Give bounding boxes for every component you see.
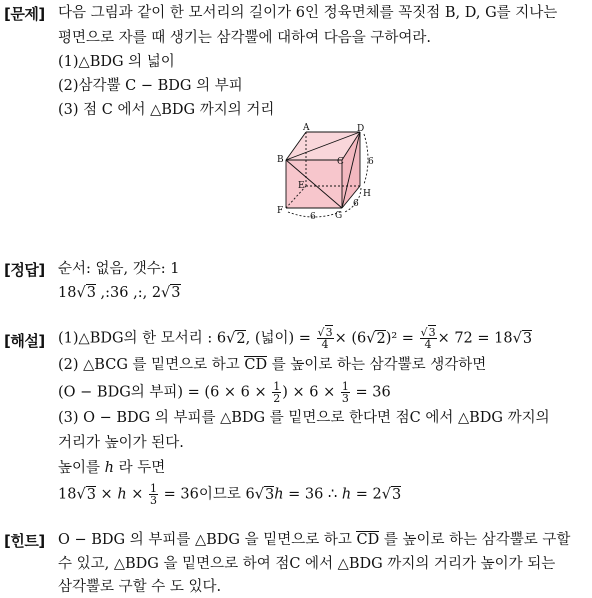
answer-1-radicand: 3 xyxy=(86,285,96,301)
cube-figure xyxy=(268,122,378,227)
sol7-result: = 2 xyxy=(351,486,382,503)
sol2-a: (2) △BCG 를 밑면으로 하고 xyxy=(58,357,245,373)
sol7-times-2: × xyxy=(126,486,149,503)
sol7-result-rad: 3 xyxy=(392,486,402,503)
vertex-G: G xyxy=(335,211,343,221)
answer-line-1: 순서: 없음, 갯수: 1 xyxy=(58,261,180,277)
answer-label: [정답] xyxy=(4,261,45,279)
dim-bottom: 6 xyxy=(310,212,316,222)
sol3-d: ) × 6 × xyxy=(282,384,340,401)
sol1-result: × 72 = 18 xyxy=(437,330,513,347)
solution-line-5: 거리가 높이가 된다. xyxy=(58,435,184,451)
problem-label: [문제] xyxy=(4,5,45,23)
sol7-times: × xyxy=(95,486,118,503)
dim-right: 6 xyxy=(368,157,374,167)
sol7-frac-num: 1 xyxy=(150,482,158,495)
sol1-result-rad: 3 xyxy=(522,330,533,347)
vertex-A: A xyxy=(303,123,310,133)
question-2: (2)삼각뿔 C − BDG 의 부피 xyxy=(58,78,243,94)
solution-line-6 xyxy=(58,458,165,478)
hint-line-1 xyxy=(58,530,570,550)
sol7-eq: = 36이므로 6 xyxy=(159,486,255,503)
sol1-frac-a-num: 3 xyxy=(325,326,333,339)
sol7-rad-2: 3 xyxy=(264,486,275,503)
sol3-a: (O − BDG의 부피) = (6 × 6 × xyxy=(58,384,272,401)
solution-line-2 xyxy=(58,355,486,375)
problem-line-2: 평면으로 자를 때 생기는 삼각뿔에 대하여 다음을 구하여라. xyxy=(58,30,432,46)
sol1-frac-b-num: 3 xyxy=(428,326,436,339)
sol7-rad: 3 xyxy=(86,486,96,503)
vertex-B: B xyxy=(277,155,284,165)
vertex-D: D xyxy=(357,124,365,134)
sol2-c: 를 높이로 하는 삼각뿔로 생각하면 xyxy=(267,357,487,373)
hint-label: [힌트] xyxy=(4,532,45,550)
sol6-a: 높이를 xyxy=(58,460,105,476)
sol1-frac-a: $\frac{√3}{4}$ xyxy=(317,326,333,351)
solution-label: [해설] xyxy=(4,332,45,350)
sol6-h: h xyxy=(104,460,114,476)
hint1-cd: CD xyxy=(356,532,380,548)
sol3-frac-half xyxy=(272,381,281,404)
sol7-h: h xyxy=(117,486,127,503)
sol1-frac-a-den: 4 xyxy=(321,338,329,351)
sol1-rad: 2 xyxy=(236,330,246,347)
solution-line-1: (1)△BDG의 한 모서리 : 6√2, (넓이) = $\frac{√3}{4}$ × (6√2)² = $\frac{√3}{4}$ × 72 = 18√3 xyxy=(58,326,533,351)
sol7-therefore: = 36 ∴ xyxy=(283,486,342,503)
answer-3-radicand: 3 xyxy=(171,285,181,301)
vertex-F: F xyxy=(277,206,284,216)
solution-line-3 xyxy=(58,381,391,404)
sol1-times: × (6 xyxy=(334,330,367,347)
question-3: (3) 점 C 에서 △BDG 까지의 거리 xyxy=(58,102,275,118)
answer-line-2: 18√3 ,:36 ,:, 2√3 xyxy=(58,285,181,301)
vertex-E: E xyxy=(298,181,305,191)
answer-1: 18 xyxy=(58,285,77,301)
sol7-h-3: h xyxy=(341,486,352,503)
sol1-frac-b: $\frac{√3}{4}$ xyxy=(420,326,436,351)
sol7-a: 18 xyxy=(58,486,77,503)
dim-bottom-right: 6 xyxy=(353,199,359,209)
sol7-frac-den: 3 xyxy=(150,494,158,507)
answer-2: ,:36 ,:, 2 xyxy=(95,285,162,301)
sol7-frac xyxy=(149,483,158,506)
question-1: (1)△BDG 의 넓이 xyxy=(58,54,175,70)
sol3-frac-third xyxy=(341,381,350,404)
sol1-frac-b-den: 4 xyxy=(424,338,432,351)
problem-line-1: 다음 그림과 같이 한 모서리의 길이가 6인 정육면체를 꼭짓점 B, D, G를 지나는 xyxy=(58,5,558,21)
sol6-c: 라 두면 xyxy=(113,460,166,476)
vertex-H: H xyxy=(363,189,371,199)
sol1-rad-2: 2 xyxy=(376,330,386,347)
sol3-third-den: 3 xyxy=(341,392,349,405)
sol1-edge: (1)△BDG의 한 모서리 : 6 xyxy=(58,330,227,347)
sol3-result: = 36 xyxy=(350,384,391,401)
solution-line-7: 18√3 × h × $\frac{1}{3}$ = 36이므로 6√3h = 36 ∴ h = 2√3 xyxy=(58,482,402,507)
hint1-a: O − BDG 의 부피를 △BDG 을 밑면으로 하고 xyxy=(58,532,357,548)
hint-line-2: 수 있고, △BDG 을 밑면으로 하여 점C 에서 △BDG 까지의 거리가 높이가 되는 xyxy=(58,556,556,572)
sol2-cd: CD xyxy=(244,357,268,373)
sol7-h-2: h xyxy=(274,486,284,503)
sol3-half-den: 2 xyxy=(273,392,281,405)
hint1-c: 를 높이로 하는 삼각뿔로 구할 xyxy=(379,532,571,548)
sol1-area: , (넓이) = xyxy=(245,330,316,347)
sol3-third-num: 1 xyxy=(341,380,349,393)
sol1-squared: )² = xyxy=(385,330,419,347)
sol3-half-num: 1 xyxy=(273,380,281,393)
hint-line-3: 삼각뿔로 구할 수 도 있다. xyxy=(58,579,222,595)
solution-line-4: (3) O − BDG 의 부피를 △BDG 를 밑면으로 한다면 점C 에서 △BDG 까지의 xyxy=(58,410,550,426)
vertex-C: C xyxy=(337,157,344,167)
